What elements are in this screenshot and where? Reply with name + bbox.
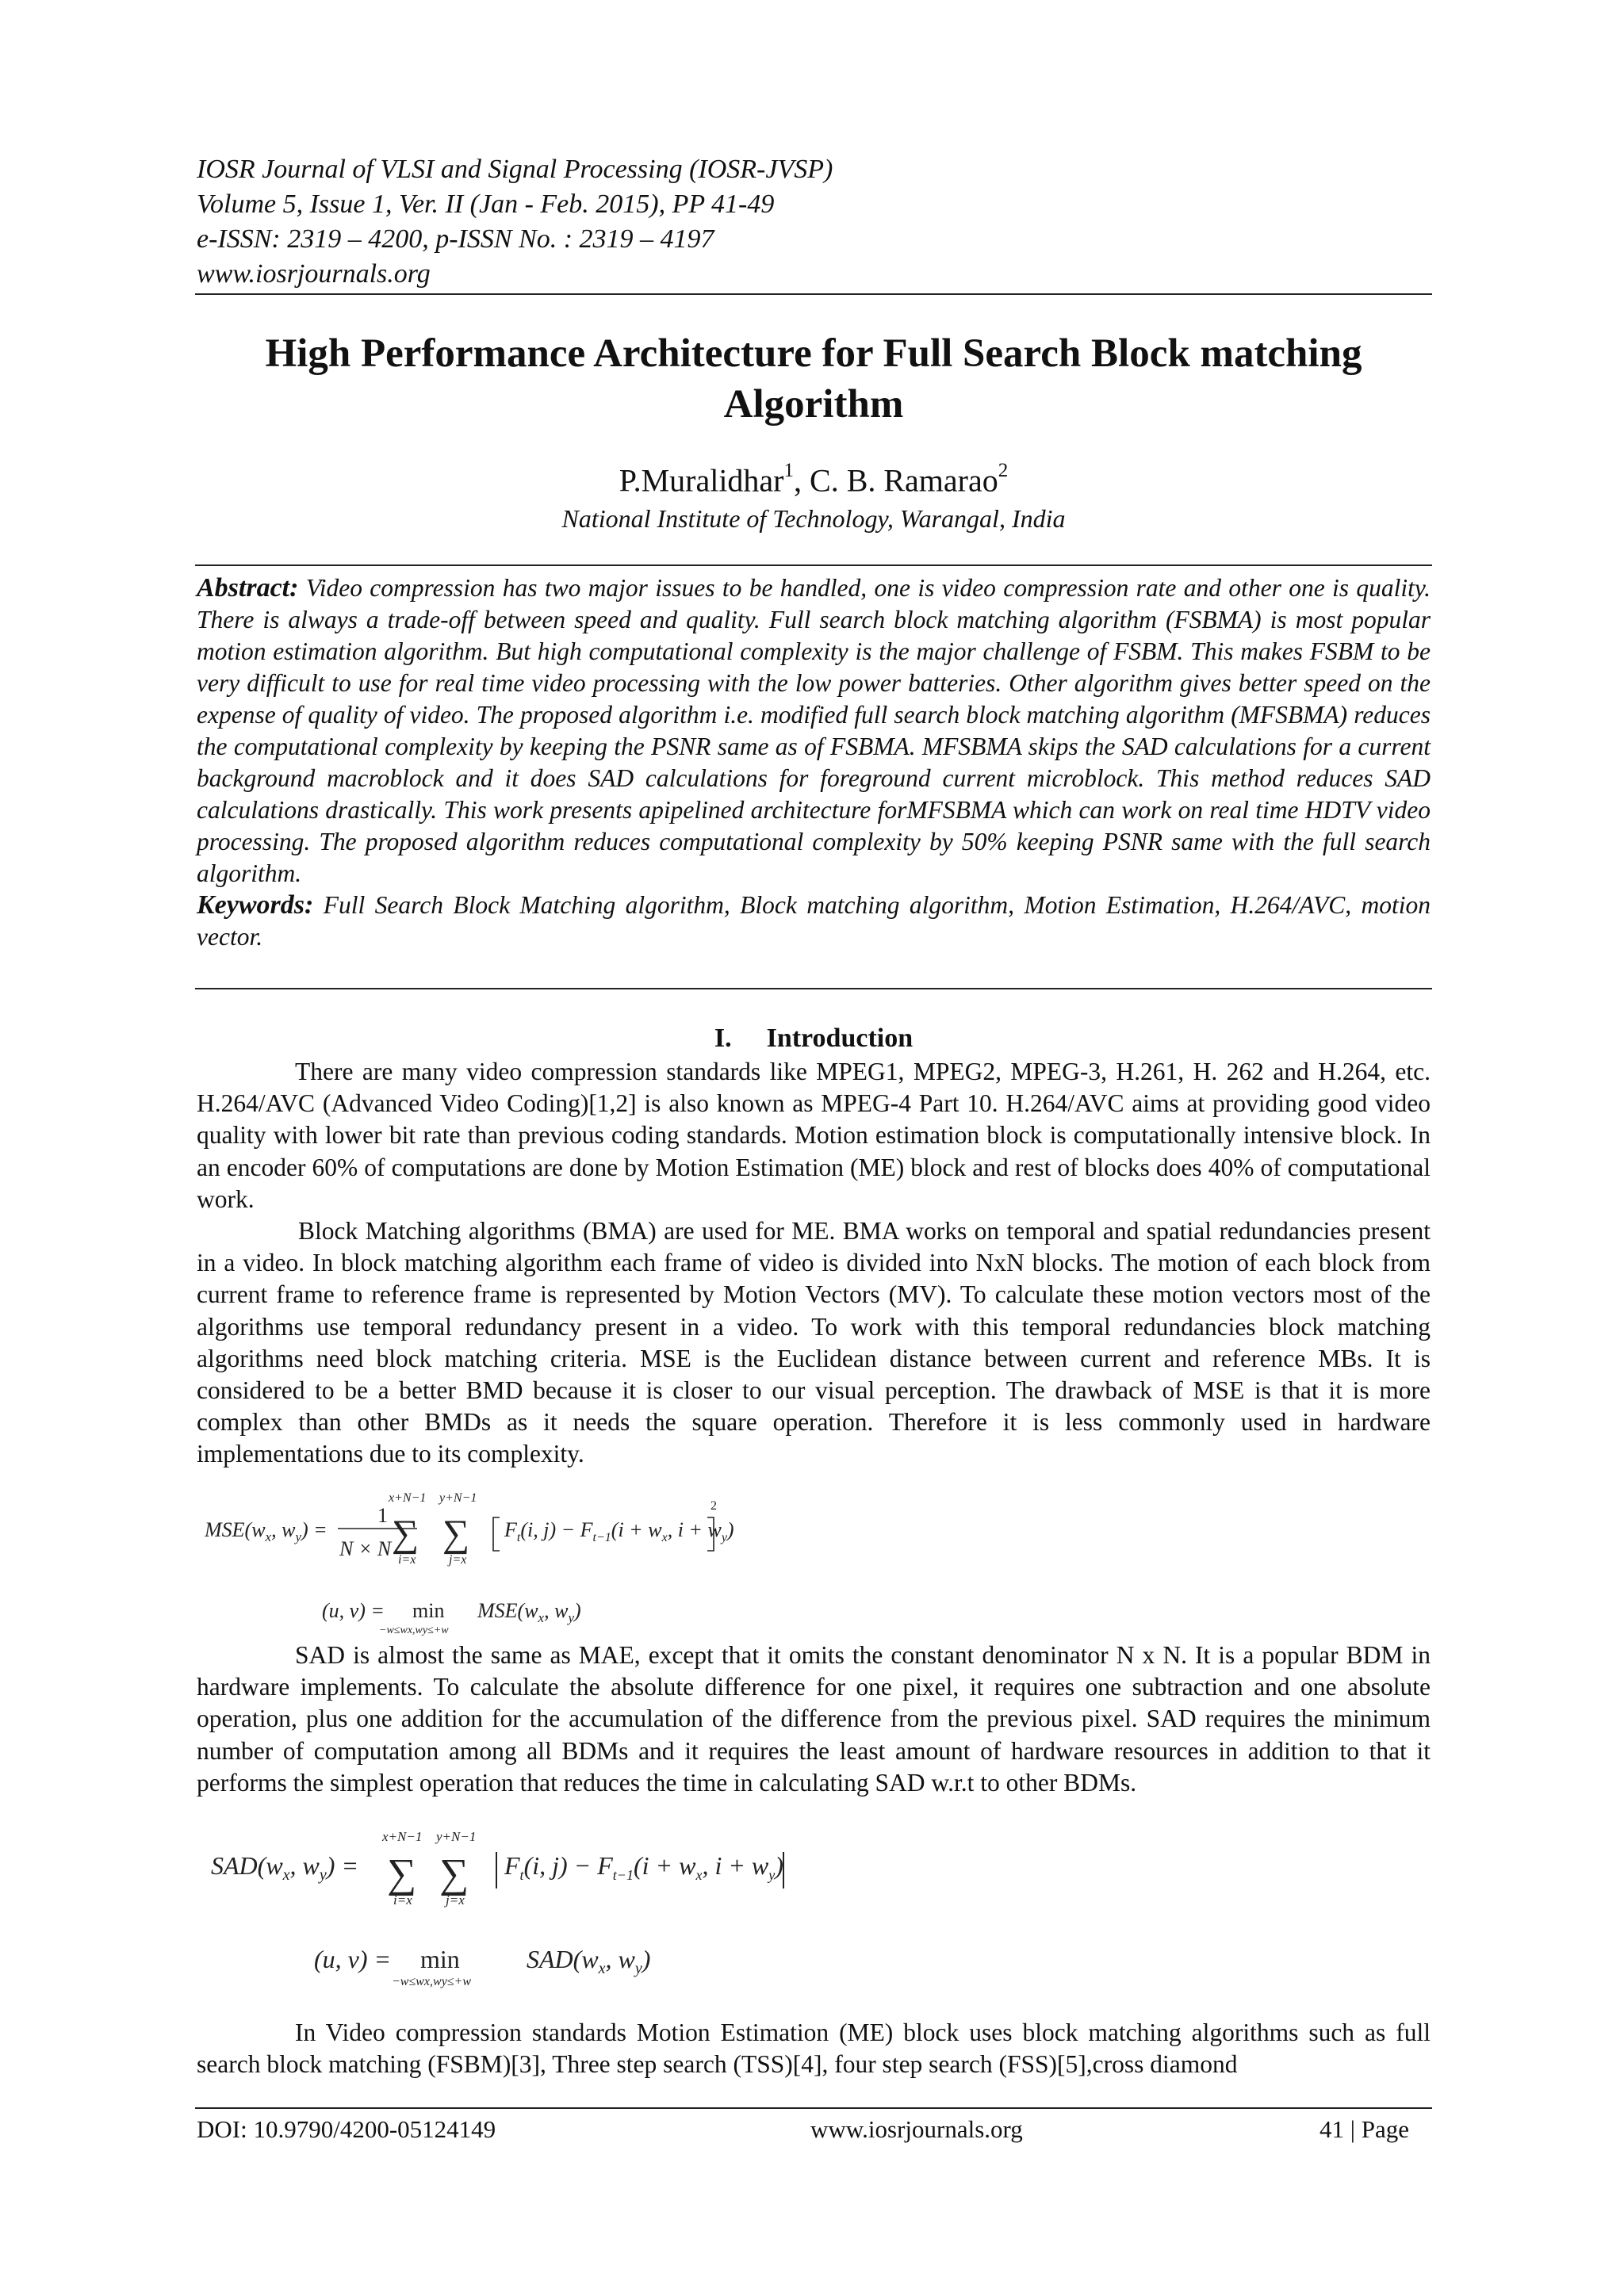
sad-body: $F_t(i$, $j) - F_{t-1}(i + w_x$, $i + w_y$) — [504, 1851, 783, 1883]
mse-argmin-lhs: (u, v) = — [322, 1599, 385, 1622]
journal-name: IOSR Journal of VLSI and Signal Processing (IOSR-JVSP) — [197, 155, 833, 184]
sad-argmin-lhs: (u, v) = — [314, 1945, 392, 1973]
journal-header — [197, 152, 1434, 292]
footer-page-number: 41 | Page — [1320, 2115, 1409, 2143]
sad-sum-j-upper: y+N−1 — [436, 1829, 477, 1844]
sad-sum-i-upper: x+N−1 — [382, 1829, 423, 1844]
mse-power: 2 — [710, 1499, 717, 1513]
section-title: Introduction — [766, 1024, 914, 1053]
affiliation: National Institute of Technology, Warangal, India — [561, 504, 1066, 533]
abstract-block — [197, 572, 1431, 953]
mse-left-bracket — [493, 1517, 500, 1551]
footer-rule — [195, 2107, 1432, 2109]
keywords-text: Full Search Block Matching algorithm, Block matching algorithm, Motion Estimation, H.264/AVC, motion vector. — [197, 891, 1431, 951]
keywords-label: Keywords: — [197, 890, 314, 920]
journal-volume: Volume 5, Issue 1, Ver. II (Jan - Feb. 2015), PP 41-49 — [197, 189, 775, 219]
sad-sum-j-lower: j=x — [446, 1892, 465, 1908]
mse-lhs: $MSE(w_x$, $w_y$) = — [205, 1518, 327, 1544]
paragraph-1: There are many video compression standards like MPEG1, MPEG2, MPEG-3, H.261, H. 262 and H.264, etc. H.264/AVC (Advanced Video Coding)[1,2] is also known as MPEG-4 Part 10. H.264/AVC aims at providing good video quality with lower bit rate than previous coding standards. Motion estimation block is computationally intensive block. In an encoder 60% of computations are done by Motion Estimation (ME) block and rest of blocks does 40% of computational work. — [197, 1058, 1431, 1213]
paragraph-4: In Video compression standards Motion Estimation (ME) block uses block matching algorithms such as full search block matching (FSBM)[3], Three step search (TSS)[4], four step search (FSS)[5],cross diamond — [197, 2019, 1431, 2079]
mse-sum-j-symbol: ∑ — [442, 1513, 470, 1555]
intro-paragraphs-block — [197, 1056, 1431, 1471]
mse-sum-j-upper: y+N−1 — [439, 1491, 477, 1505]
author-2-affil-mark: 2 — [998, 460, 1009, 481]
mse-min-range: −w≤wx,wy≤+w — [379, 1624, 449, 1636]
journal-url: www.iosrjournals.org — [197, 259, 431, 289]
mse-min-operator: min — [412, 1599, 445, 1622]
keywords-paragraph — [197, 890, 1431, 953]
paper-title — [195, 328, 1432, 430]
author-2: C. B. Ramarao — [810, 462, 998, 499]
paragraph-2: Block Matching algorithms (BMA) are used for ME. BMA works on temporal and spatial redundancies present in a video. In block matching algorithm each frame of video is divided into NxN blocks. The motion of each block from current frame to reference frame is represented by Motion Vectors (MV). To calculate these motion vectors most of the algorithms use temporal redundancy present in a video. To work with this temporal redundancies block matching algorithms need block matching criteria. MSE is the Euclidean distance between current and reference MBs. It is considered to be a better BMD because it is closer to our visual perception. The drawback of MSE is that it is more complex than other BMDs as it needs the square operation. Therefore it is less commonly used in hardware implementations due to its complexity. — [197, 1217, 1431, 1468]
section-heading-introduction — [195, 1022, 1432, 1055]
sad-sum-i-lower: i=x — [393, 1892, 412, 1908]
mse-equation — [205, 1490, 760, 1665]
abstract-paragraph — [197, 572, 1431, 890]
sad-paragraph-block — [197, 1640, 1431, 1799]
footer-site: www.iosrjournals.org — [810, 2115, 1023, 2143]
abstract-top-rule — [195, 564, 1432, 566]
sad-argmin-body: $SAD(w_x$, $w_y$) — [527, 1945, 651, 1977]
abstract-bottom-rule — [195, 988, 1432, 989]
mse-fraction-numerator: 1 — [377, 1504, 388, 1527]
header-rule — [195, 293, 1432, 295]
mse-fraction-denominator: N × N — [339, 1537, 392, 1560]
mse-argmin-body: $MSE(w_x$, $w_y$) — [477, 1599, 581, 1625]
author-separator: , — [794, 462, 810, 499]
journal-issn: e-ISSN: 2319 – 4200, p-ISSN No. : 2319 – 4197 — [197, 224, 714, 254]
author-1: P.Muralidhar — [619, 462, 784, 499]
sad-equation — [203, 1827, 837, 2049]
section-number: I. — [714, 1024, 732, 1053]
footer-doi: DOI: 10.9790/4200-05124149 — [197, 2115, 496, 2143]
paragraph-3: SAD is almost the same as MAE, except that it omits the constant denominator N x N. It is a popular BDM in hardware implements. To calculate the absolute difference for one pixel, it requires one subtraction and one absolute operation, plus one addition for the accumulation of the difference from the previous pixel. SAD requires the minimum number of computation among all BDMs and it requires the least amount of hardware resources in addition to that it performs the simplest operation that reduces the time in calculating SAD w.r.t to other BDMs. — [197, 1641, 1431, 1797]
sad-min-range: −w≤wx,wy≤+w — [392, 1975, 472, 1988]
mse-sum-j-lower: j=x — [449, 1553, 467, 1567]
sad-lhs: $SAD(w_x$, $w_y$) = — [211, 1851, 359, 1884]
closing-paragraph-block — [197, 2017, 1431, 2080]
title-line-2: Algorithm — [723, 382, 904, 427]
mse-sum-i-upper: x+N−1 — [389, 1491, 427, 1505]
sad-sum-i-symbol: ∑ — [387, 1851, 417, 1896]
author-list — [195, 455, 1432, 499]
sad-sum-j-symbol: ∑ — [439, 1851, 469, 1896]
abstract-label: Abstract: — [197, 573, 299, 603]
title-line-1: High Performance Architecture for Full Search Block matching — [265, 331, 1362, 376]
mse-body: $F_t(i$, $j) - F_{t-1}(i + w_x$, $i + w_y$) — [504, 1518, 734, 1544]
author-1-affil-mark: 1 — [783, 460, 795, 481]
abstract-text: Video compression has two major issues to be handled, one is video compression rate and other one is quality. There is always a trade-off between speed and quality. Full search block matching algorithm (FSBMA) is most popular motion estimation algorithm. But high computational complexity is the major challenge of FSBM. This makes FSBM to be very difficult to use for real time video processing with the low power batteries. Other algorithm gives better speed on the expense of quality of video. The proposed algorithm i.e. modified full search block matching algorithm (MFSBMA) reduces the computational complexity by keeping the PSNR same as of FSBMA. MFSBMA skips the SAD calculations for a current background macroblock and it does SAD calculations for foreground current microblock. This method reduces SAD calculations drastically. This work presents apipelined architecture forMFSBMA which can work on real time HDTV video processing. The proposed algorithm reduces computational complexity by 50% keeping PSNR same with the full search algorithm. — [197, 574, 1431, 887]
mse-sum-i-symbol: ∑ — [392, 1513, 419, 1555]
mse-sum-i-lower: i=x — [398, 1553, 416, 1567]
sad-min-operator: min — [420, 1945, 460, 1973]
